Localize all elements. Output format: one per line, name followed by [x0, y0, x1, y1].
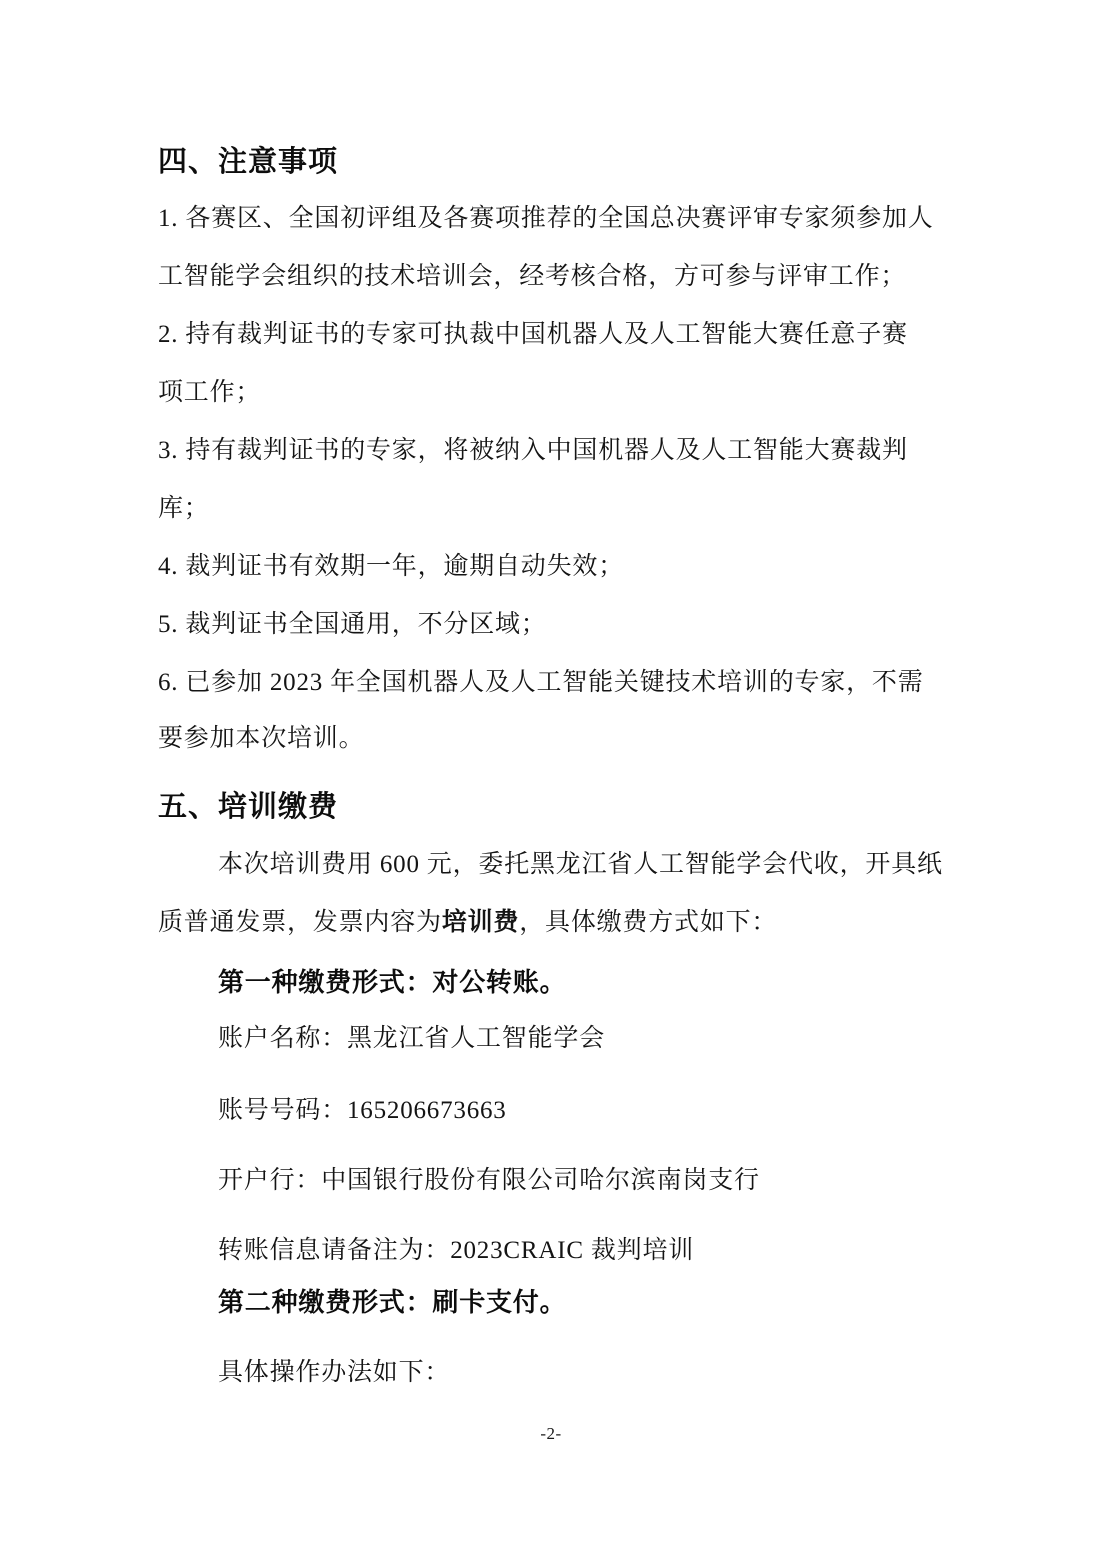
account-name: 账户名称：黑龙江省人工智能学会 — [218, 1025, 606, 1052]
payment-intro-line-1: 本次培训费用 600 元，委托黑龙江省人工智能学会代收，开具纸 — [218, 851, 943, 878]
section-payment-heading: 五、培训缴费 — [158, 791, 339, 823]
note-item-5: 5. 裁判证书全国通用，不分区域； — [158, 611, 547, 638]
note-item-4: 4. 裁判证书有效期一年，逾期自动失效； — [158, 553, 625, 580]
note-item-1-line-1: 1. 各赛区、全国初评组及各赛项推荐的全国总决赛评审专家须参加人 — [158, 205, 934, 232]
payment-method-1-heading: 第一种缴费形式：对公转账。 — [218, 968, 567, 997]
page-number: -2- — [540, 1424, 562, 1443]
section-notes-heading: 四、注意事项 — [158, 146, 339, 178]
note-item-2-line-1: 2. 持有裁判证书的专家可执裁中国机器人及人工智能大赛任意子赛 — [158, 321, 908, 348]
note-item-2-line-2: 项工作； — [158, 379, 262, 406]
note-item-3-line-2: 库； — [158, 495, 210, 522]
account-number: 账号号码：165206673663 — [218, 1097, 507, 1124]
payment-method-2-intro: 具体操作办法如下： — [218, 1359, 451, 1386]
note-item-6-line-2: 要参加本次培训。 — [158, 725, 365, 752]
note-item-6-line-1: 6. 已参加 2023 年全国机器人及人工智能关键技术培训的专家，不需 — [158, 669, 924, 696]
bank-branch: 开户行：中国银行股份有限公司哈尔滨南岗支行 — [218, 1167, 760, 1194]
note-item-3-line-1: 3. 持有裁判证书的专家，将被纳入中国机器人及人工智能大赛裁判 — [158, 437, 908, 464]
note-item-1-line-2: 工智能学会组织的技术培训会，经考核合格，方可参与评审工作； — [158, 263, 907, 290]
payment-intro-line-2 — [158, 907, 777, 939]
invoice-content-label: 培训费 — [441, 909, 520, 936]
payment-method-2-heading: 第二种缴费形式：刷卡支付。 — [218, 1288, 567, 1317]
payment-intro-line-2-post: ，具体缴费方式如下： — [519, 909, 778, 936]
payment-intro-line-2-pre: 质普通发票，发票内容为 — [158, 909, 442, 936]
transfer-note: 转账信息请备注为：2023CRAIC 裁判培训 — [218, 1237, 695, 1264]
